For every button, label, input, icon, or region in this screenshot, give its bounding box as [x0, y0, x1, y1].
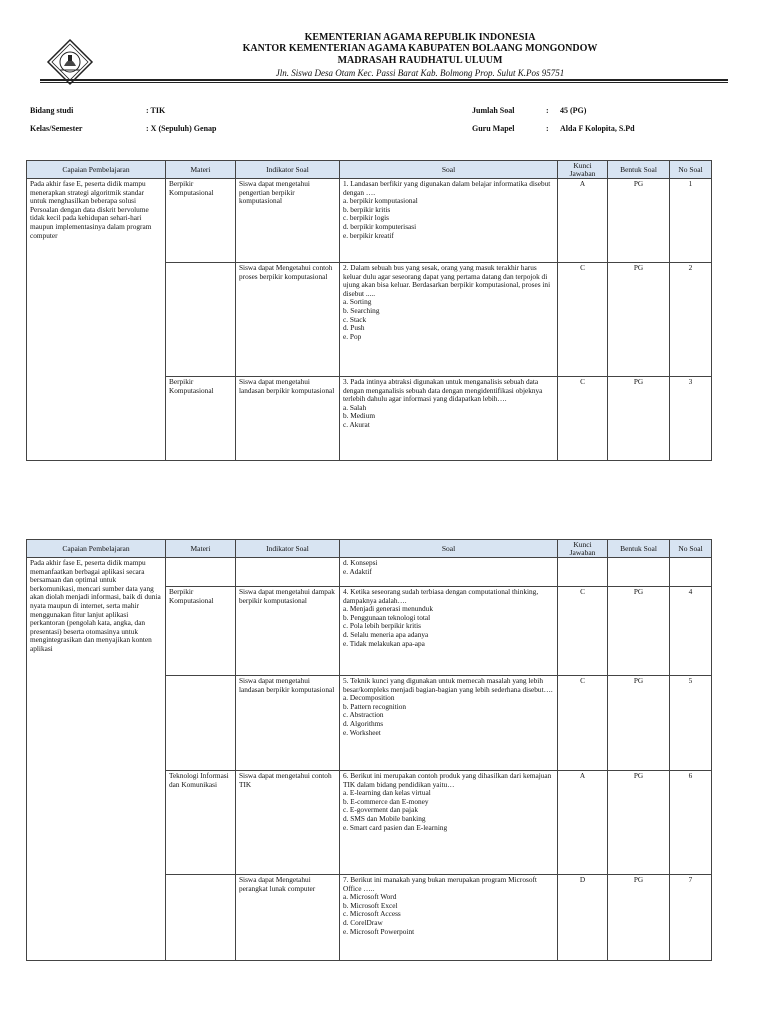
bentuk-soal-cell: PG [608, 263, 670, 377]
header-indikator-soal: Indikator Soal [236, 540, 340, 558]
bidang-studi-value: : TIK [146, 106, 166, 115]
indikator-cell: Siswa dapat Mengetahui perangkat lunak computer [236, 875, 340, 961]
answer-option: e. berpikir kreatif [343, 230, 394, 240]
indikator-cell: Siswa dapat mengetahui landasan berpikir komputasional [236, 676, 340, 771]
answer-option: b. berpikir kritis [343, 204, 391, 214]
question-stem: 1. Landasan berfikir yang digunakan dalam belajar informatika disebut dengan …. [343, 179, 551, 197]
indikator-cell: Siswa dapat Mengetahui contoh proses berpikir komputasional [236, 263, 340, 377]
bentuk-soal-cell: PG [608, 676, 670, 771]
question-stem: 4. Ketika seseorang sudah terbiasa dengan computational thinking, dampaknya adalah…. [343, 587, 539, 605]
header-kunci-jawaban: Kunci Jawaban [558, 161, 608, 179]
answer-option: b. Microsoft Excel [343, 900, 398, 910]
soal-cell [340, 587, 558, 676]
materi-cell: Berpikir Komputasional [166, 179, 236, 263]
answer-option: d. CorelDraw [343, 917, 383, 927]
answer-option: b. Pattern recognition [343, 701, 407, 711]
soal-cell [340, 771, 558, 875]
header-no-soal: No Soal [670, 540, 712, 558]
indikator-cell: Siswa dapat mengetahui landasan berpikir komputasional [236, 377, 340, 461]
kunci-jawaban-cell: C [558, 263, 608, 377]
materi-cell: Berpikir Komputasional [166, 377, 236, 461]
table-header-row [27, 161, 712, 179]
answer-option: b. Penggunaan teknologi total [343, 612, 431, 622]
letterhead-rule-thick [40, 79, 728, 81]
header-capaian-pembelajaran: Capaian Pembelajaran [27, 161, 166, 179]
bentuk-soal-cell: PG [608, 377, 670, 461]
materi-cell [166, 263, 236, 377]
answer-option: a. Microsoft Word [343, 892, 397, 902]
soal-cell [340, 179, 558, 263]
soal-cell [340, 676, 558, 771]
jumlah-soal-colon: : [546, 106, 549, 115]
answer-option: d. Selalu meneria apa adanya [343, 629, 429, 639]
materi-cell [166, 558, 236, 587]
answer-option: a. Decomposition [343, 693, 395, 703]
capaian-pembelajaran-cell: Pada akhir fase E, peserta didik mampu menerapkan strategi algoritmik standar untuk menghasilkan beberapa solusi Persoalan dengan data diskrit bervolume tidak kecil pada kehidupan sehari-hari maupun implementasinya dalam program computer [27, 179, 166, 461]
table-header-row [27, 540, 712, 558]
answer-option: c. Pola lebih berpikir kritis [343, 621, 422, 631]
jumlah-soal-label: Jumlah Soal [472, 106, 515, 115]
soal-cell [340, 263, 558, 377]
guru-mapel-value: Alda F Kolopita, S.Pd [560, 124, 635, 133]
answer-option: d. Push [343, 323, 365, 333]
answer-option: a. E-learning dan kelas virtual [343, 788, 431, 798]
bentuk-soal-cell [608, 558, 670, 587]
no-soal-cell: 7 [670, 875, 712, 961]
answer-option: e. Smart card pasien dan E-learning [343, 822, 448, 832]
header-no-soal: No Soal [670, 161, 712, 179]
answer-option: a. Sorting [343, 297, 372, 307]
indikator-cell [236, 558, 340, 587]
question-stem: 2. Dalam sebuah bus yang sesak, orang yang masuk terakhir harus keluar dulu agar seseorang dapat yang pertama datang dan terpojok di ujung akan bisa keluar. Berdasarkan berpikir komputasional, proses ini disebut ..... [343, 263, 551, 298]
header-kunci-jawaban: Kunci Jawaban [558, 540, 608, 558]
answer-option: c. Microsoft Access [343, 909, 401, 919]
header-soal: Soal [340, 161, 558, 179]
materi-cell [166, 875, 236, 961]
answer-option: c. Abstraction [343, 710, 384, 720]
jumlah-soal-value: 45 (PG) [560, 106, 587, 115]
bentuk-soal-cell: PG [608, 875, 670, 961]
kelas-semester-label: Kelas/Semester [30, 124, 83, 133]
materi-cell: Teknologi Informasi dan Komunikasi [166, 771, 236, 875]
materi-cell [166, 676, 236, 771]
answer-option: a. Menjadi generasi menunduk [343, 604, 433, 614]
no-soal-cell: 3 [670, 377, 712, 461]
no-soal-cell: 1 [670, 179, 712, 263]
question-stem: 3. Pada intinya abtraksi digunakan untuk menganalisis sebuah data dengan menganalisis sebuah data dengan mengidentifikasi objeknya terlebih dahulu agar informasi yang didapatkan lebih…. [343, 377, 543, 404]
letterhead-line-office: KANTOR KEMENTERIAN AGAMA KABUPATEN BOLAANG MONGONDOW [242, 43, 598, 54]
indikator-cell: Siswa dapat mengetahui contoh TIK [236, 771, 340, 875]
table-row [27, 179, 712, 263]
kunci-jawaban-cell: C [558, 676, 608, 771]
answer-option: c. berpikir logis [343, 213, 390, 223]
letterhead-line-ministry: KEMENTERIAN AGAMA REPUBLIK INDONESIA [304, 32, 536, 43]
question-stem: 7. Berikut ini manakah yang bukan merupakan program Microsoft Office ….. [343, 875, 537, 893]
answer-option: c. Akurat [343, 419, 370, 429]
header-capaian-pembelajaran: Capaian Pembelajaran [27, 540, 166, 558]
answer-option: d. SMS dan Mobile banking [343, 813, 426, 823]
header-bentuk-soal: Bentuk Soal [608, 161, 670, 179]
kunci-jawaban-cell [558, 558, 608, 587]
header-materi: Materi [166, 540, 236, 558]
answer-option: d. Konsepsi [343, 558, 378, 567]
bentuk-soal-cell: PG [608, 587, 670, 676]
answer-option: c. E-goverment dan pajak [343, 805, 418, 815]
no-soal-cell: 2 [670, 263, 712, 377]
bentuk-soal-cell: PG [608, 771, 670, 875]
soal-cell-continued [340, 558, 558, 587]
question-grid-table-1 [26, 160, 712, 461]
answer-option: a. Salah [343, 402, 367, 412]
bentuk-soal-cell: PG [608, 179, 670, 263]
answer-option: e. Pop [343, 331, 362, 341]
answer-option: e. Adaktif [343, 566, 372, 576]
no-soal-cell: 4 [670, 587, 712, 676]
header-bentuk-soal: Bentuk Soal [608, 540, 670, 558]
question-grid-table-2 [26, 539, 712, 961]
kunci-jawaban-cell: A [558, 771, 608, 875]
header-materi: Materi [166, 161, 236, 179]
question-stem: 5. Teknik kunci yang digunakan untuk memecah masalah yang lebih besar/kompleks menjadi bagian-bagian yang lebih sederhana disebut…. [343, 676, 553, 694]
answer-option: a. berpikir komputasional [343, 196, 418, 206]
guru-mapel-colon: : [546, 124, 549, 133]
letterhead-rule-thin [40, 82, 728, 83]
answer-option: e. Microsoft Powerpoint [343, 926, 415, 936]
answer-option: e. Tidak melakukan apa-apa [343, 638, 425, 648]
answer-option: e. Worksheet [343, 727, 381, 737]
materi-cell: Berpikir Komputasional [166, 587, 236, 676]
indikator-cell: Siswa dapat mengetahui dampak berpikir komputasional [236, 587, 340, 676]
answer-option: d. Algorithms [343, 718, 384, 728]
kunci-jawaban-cell: D [558, 875, 608, 961]
guru-mapel-label: Guru Mapel [472, 124, 515, 133]
answer-option: d. berpikir komputerisasi [343, 221, 417, 231]
no-soal-cell: 6 [670, 771, 712, 875]
bidang-studi-label: Bidang studi [30, 106, 74, 115]
indikator-cell: Siswa dapat mengetahui pengertian berpikir komputasional [236, 179, 340, 263]
question-stem: 6. Berikut ini merupakan contoh produk yang dihasilkan dari kemajuan TIK dalam bidang pendidikan yaitu… [343, 771, 552, 789]
answer-option: b. E-commerce dan E-money [343, 796, 429, 806]
answer-option: b. Medium [343, 411, 376, 421]
letterhead-line-school: MADRASAH RAUDHATUL ULUUM [337, 55, 503, 66]
header-indikator-soal: Indikator Soal [236, 161, 340, 179]
kunci-jawaban-cell: C [558, 377, 608, 461]
kunci-jawaban-cell: A [558, 179, 608, 263]
soal-cell [340, 377, 558, 461]
soal-cell [340, 875, 558, 961]
kelas-semester-value: : X (Sepuluh) Genap [146, 124, 217, 133]
kunci-jawaban-cell: C [558, 587, 608, 676]
no-soal-cell: 5 [670, 676, 712, 771]
capaian-pembelajaran-cell: Pada akhir fase E, peserta didik mampu memanfaatkan berbagai aplikasi secara bersamaan dan optimal untuk berkomunikasi, mencari sumber data yang akan diolah menjadi informasi, baik di dunia nyata maupun di internet, serta mahir menggunakan fitur lanjut aplikasi perkantoran (pengolah kata, angka, dan presentasi) beserta otomasinya untuk mengintegrasikan dan menyajikan konten aplikasi [27, 558, 166, 961]
table-row-continued [27, 558, 712, 587]
no-soal-cell [670, 558, 712, 587]
letterhead-address: Jln. Siswa Desa Otam Kec. Passi Barat Kab. Bolmong Prop. Sulut K.Pos 95751 [275, 68, 565, 78]
answer-option: c. Stack [343, 314, 367, 324]
answer-option: b. Searching [343, 305, 380, 315]
header-soal: Soal [340, 540, 558, 558]
